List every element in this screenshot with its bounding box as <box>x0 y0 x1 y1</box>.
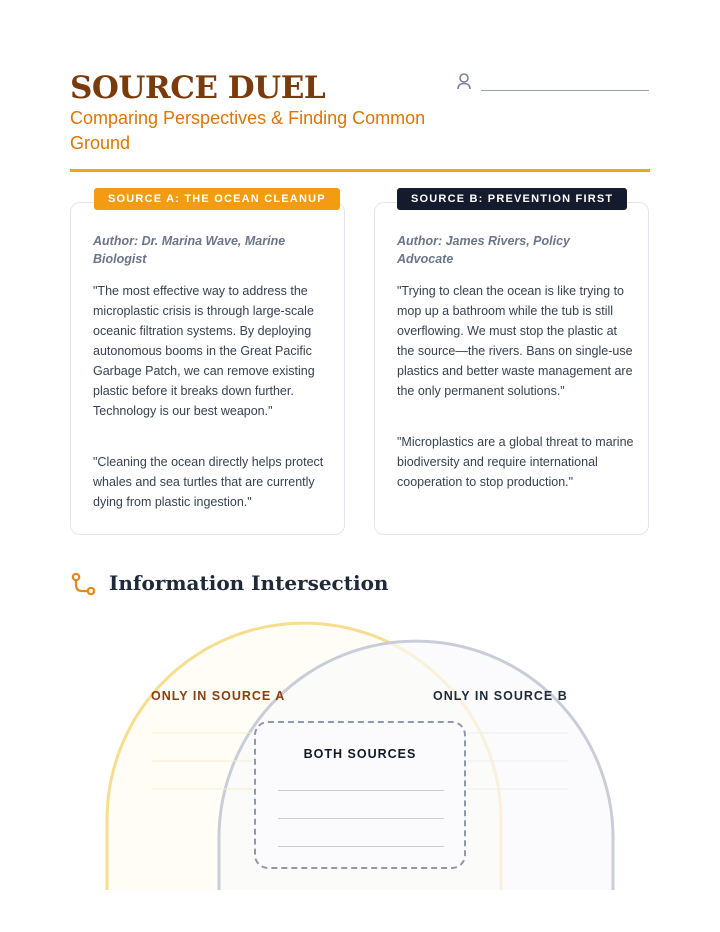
page-subtitle: Comparing Perspectives & Finding Common Ground <box>70 108 426 153</box>
both-sources-label: BOTH SOURCES <box>303 747 417 761</box>
name-underline <box>481 90 649 91</box>
only-source-b-label: ONLY IN SOURCE B <box>433 689 568 703</box>
only-source-a-label: ONLY IN SOURCE A <box>151 689 286 703</box>
page-title: SOURCE DUEL <box>70 70 326 106</box>
source-a-author: Author: Dr. Marina Wave, Marine Biologist <box>93 234 286 266</box>
both-sources-line <box>278 846 444 847</box>
both-sources-box[interactable] <box>254 721 466 869</box>
source-a-card <box>70 202 345 535</box>
source-b-quote-1: "Trying to clean the ocean is like trying to mop up a bathroom while the tub is still overflowing. We must stop the plastic at the source—the rivers. Bans on single-use plastics and better waste management are the only permanent solutions." <box>397 284 633 398</box>
source-a-quote-2: "Cleaning the ocean directly helps protect whales and sea turtles that are currently dying from plastic ingestion." <box>93 455 324 509</box>
source-a-quote-1: "The most effective way to address the microplastic crisis is through large-scale oceanic filtration systems. By deploying autonomous booms in the Great Pacific Garbage Patch, we can remove existing plastic before it breaks down further. Technology is our best weapon." <box>93 284 315 418</box>
branch-icon <box>70 571 98 599</box>
both-sources-line <box>278 790 444 791</box>
source-b-badge: SOURCE B: PREVENTION FIRST <box>397 188 627 210</box>
source-b-card <box>374 202 649 535</box>
source-b-author: Author: James Rivers, Policy Advocate <box>397 234 570 266</box>
user-icon <box>455 72 473 92</box>
source-b-quote-2: "Microplastics are a global threat to marine biodiversity and require international cooperation to stop production." <box>397 435 634 489</box>
header-divider <box>70 169 650 172</box>
name-field[interactable] <box>455 72 650 92</box>
section-title: Information Intersection <box>109 571 389 595</box>
both-sources-line <box>278 818 444 819</box>
source-a-badge: SOURCE A: THE OCEAN CLEANUP <box>94 188 340 210</box>
